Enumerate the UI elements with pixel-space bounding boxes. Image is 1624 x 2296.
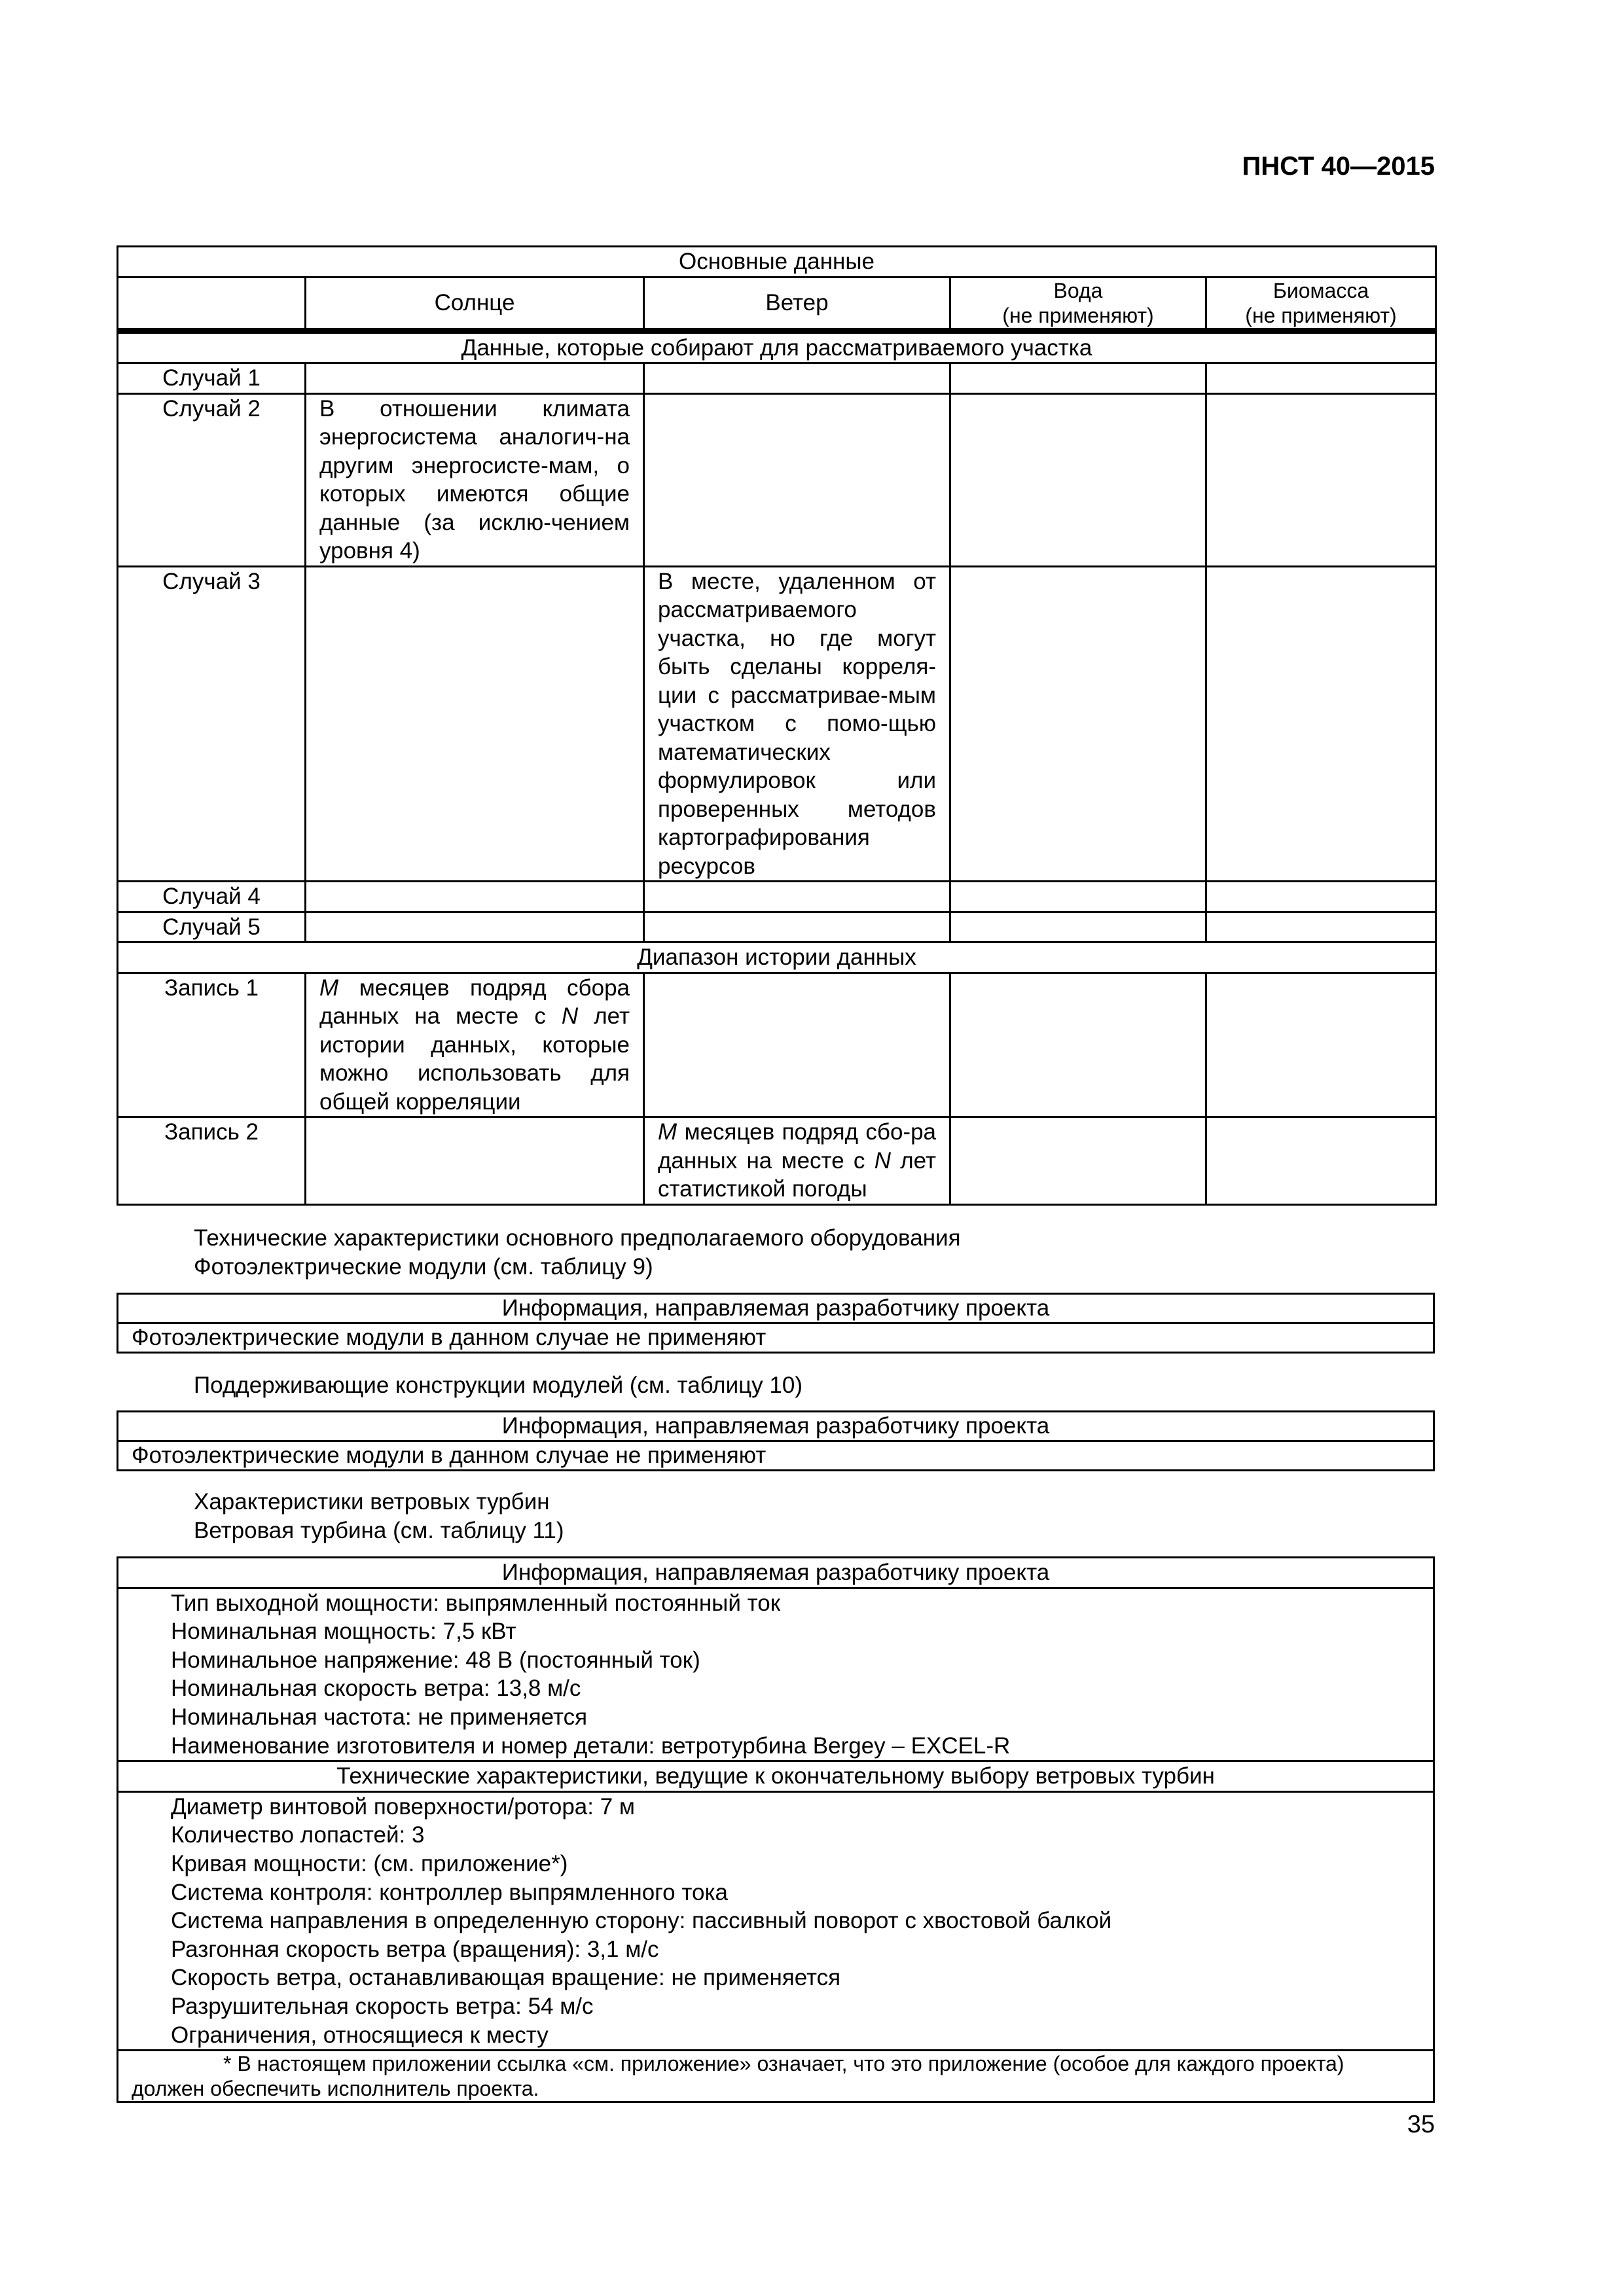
cell bbox=[950, 566, 1206, 882]
list-item: Номинальная частота: не применяется bbox=[171, 1704, 588, 1730]
cell bbox=[1206, 882, 1436, 912]
wind-table-header: Информация, направляемая разработчику проекта bbox=[118, 1558, 1434, 1588]
cell bbox=[1206, 363, 1436, 394]
footnote-line: * В настоящем приложении ссылка «см. приложение» означает, что это приложение (особое для каждого проекта) bbox=[223, 2052, 1344, 2076]
row-label-case-1: Случай 1 bbox=[118, 363, 306, 394]
record-1-sun-text bbox=[306, 973, 644, 1117]
text-part: месяцев подряд сбора данных на месте с bbox=[319, 975, 630, 1029]
cell bbox=[950, 363, 1206, 394]
list-item: Ограничения, относящиеся к месту bbox=[171, 2022, 549, 2048]
list-item: Количество лопастей: 3 bbox=[171, 1822, 425, 1848]
text-part: лет истории данных, которые можно использовать для общей корреляции bbox=[319, 1003, 630, 1115]
support-table-body: Фотоэлектрические модули в данном случае не применяют bbox=[118, 1441, 1434, 1471]
section-site-data: Данные, которые собирают для рассматриваемого участка bbox=[118, 331, 1436, 363]
biomass-label: Биомасса bbox=[1272, 278, 1369, 302]
paragraph-support bbox=[194, 1371, 803, 1400]
list-item: Тип выходной мощности: выпрямленный постоянный ток bbox=[171, 1590, 781, 1616]
text-part: лет статистикой погоды bbox=[658, 1147, 936, 1202]
cell bbox=[644, 973, 950, 1117]
cell bbox=[1206, 1117, 1436, 1205]
pv-table-body: Фотоэлектрические модули в данном случае не применяют bbox=[118, 1323, 1434, 1353]
paragraph-wind bbox=[194, 1488, 564, 1545]
var-m: M bbox=[319, 975, 339, 1001]
wind-info-list bbox=[118, 1588, 1434, 1761]
paragraph-line: Фотоэлектрические модули (см. таблицу 9) bbox=[194, 1254, 653, 1280]
cell bbox=[306, 363, 644, 394]
cell bbox=[644, 882, 950, 912]
list-item: Система направления в определенную сторону: пассивный поворот с хвостовой балкой bbox=[171, 1908, 1112, 1934]
column-header-wind: Ветер bbox=[644, 277, 950, 331]
column-header-sun: Солнце bbox=[306, 277, 644, 331]
cell bbox=[1206, 912, 1436, 942]
biomass-note: (не применяют) bbox=[1245, 303, 1397, 327]
list-item: Номинальная мощность: 7,5 кВт bbox=[171, 1619, 516, 1645]
paragraph-line: Технические характеристики основного предполагаемого оборудования bbox=[194, 1225, 961, 1251]
cell bbox=[950, 1117, 1206, 1205]
cell bbox=[950, 882, 1206, 912]
list-item: Разрушительная скорость ветра: 54 м/с bbox=[171, 1993, 594, 2019]
cell bbox=[306, 1117, 644, 1205]
row-label-case-2: Случай 2 bbox=[118, 393, 306, 566]
list-item: Система контроля: контроллер выпрямленного тока bbox=[171, 1879, 729, 1905]
wind-spec-list bbox=[118, 1791, 1434, 2050]
row-label-case-4: Случай 4 bbox=[118, 882, 306, 912]
cell bbox=[950, 393, 1206, 566]
list-item: Диаметр винтовой поверхности/ротора: 7 м bbox=[171, 1793, 635, 1820]
column-header-biomass bbox=[1206, 277, 1436, 331]
support-table-header: Информация, направляемая разработчику проекта bbox=[118, 1412, 1434, 1441]
water-note: (не применяют) bbox=[1002, 303, 1154, 327]
row-label-case-3: Случай 3 bbox=[118, 566, 306, 882]
water-label: Вода bbox=[1053, 278, 1103, 302]
main-data-table bbox=[117, 245, 1437, 1206]
list-item: Кривая мощности: (см. приложение*) bbox=[171, 1850, 568, 1876]
cell bbox=[1206, 393, 1436, 566]
case-3-wind-text: В месте, удаленном от рассматриваемого участка, но где могут быть сделаны корреля-ции с рассматривае-мым участком с помо-щью математических формулировок или проверенных методов картографирования ресурсов bbox=[644, 566, 950, 882]
cell bbox=[950, 973, 1206, 1117]
cell bbox=[1206, 973, 1436, 1117]
paragraph-line: Ветровая турбина (см. таблицу 11) bbox=[194, 1518, 564, 1543]
table-title: Основные данные bbox=[118, 247, 1436, 278]
record-2-wind-text bbox=[644, 1117, 950, 1205]
wind-table-header-2: Технические характеристики, ведущие к окончательному выбору ветровых турбин bbox=[118, 1761, 1434, 1792]
cell bbox=[306, 912, 644, 942]
cell bbox=[306, 882, 644, 912]
footnote bbox=[118, 2051, 1434, 2102]
cell bbox=[950, 912, 1206, 942]
cell bbox=[644, 912, 950, 942]
column-header-water bbox=[950, 277, 1206, 331]
section-data-history: Диапазон истории данных bbox=[118, 942, 1436, 973]
support-structures-table bbox=[117, 1410, 1435, 1471]
row-label-record-1: Запись 1 bbox=[118, 973, 306, 1117]
list-item: Разгонная скорость ветра (вращения): 3,1 м/с bbox=[171, 1936, 659, 1962]
var-n: N bbox=[561, 1003, 579, 1029]
document-code: ПНСТ 40—2015 bbox=[1242, 152, 1435, 181]
list-item: Скорость ветра, останавливающая вращение: не применяется bbox=[171, 1965, 841, 1991]
paragraph-equipment bbox=[194, 1224, 961, 1282]
var-m: M bbox=[658, 1119, 677, 1145]
text-part: месяцев подряд сбо-ра данных на месте с bbox=[658, 1119, 936, 1174]
footnote-line: должен обеспечить исполнитель проекта. bbox=[132, 2077, 539, 2101]
case-2-sun-text: В отношении климата энергосистема аналогич-на другим энергосисте-мам, о которых имеются общие данные (за исклю-чением уровня 4) bbox=[306, 393, 644, 566]
empty-cell bbox=[118, 277, 306, 331]
page-number: 35 bbox=[1407, 2111, 1435, 2138]
pv-modules-table bbox=[117, 1293, 1435, 1354]
cell bbox=[644, 363, 950, 394]
cell bbox=[306, 566, 644, 882]
cell bbox=[644, 393, 950, 566]
wind-turbine-table bbox=[117, 1556, 1435, 2103]
list-item: Номинальная скорость ветра: 13,8 м/с bbox=[171, 1676, 581, 1702]
list-item: Наименование изготовителя и номер детали: ветротурбина Bergey – EXCEL-R bbox=[171, 1732, 1011, 1759]
list-item: Номинальное напряжение: 48 В (постоянный ток) bbox=[171, 1647, 700, 1673]
pv-table-header: Информация, направляемая разработчику проекта bbox=[118, 1294, 1434, 1323]
cell bbox=[1206, 566, 1436, 882]
row-label-case-5: Случай 5 bbox=[118, 912, 306, 942]
var-n: N bbox=[874, 1147, 891, 1174]
paragraph-line: Характеристики ветровых турбин bbox=[194, 1489, 550, 1515]
row-label-record-2: Запись 2 bbox=[118, 1117, 306, 1205]
paragraph-line: Поддерживающие конструкции модулей (см. таблицу 10) bbox=[194, 1372, 803, 1398]
